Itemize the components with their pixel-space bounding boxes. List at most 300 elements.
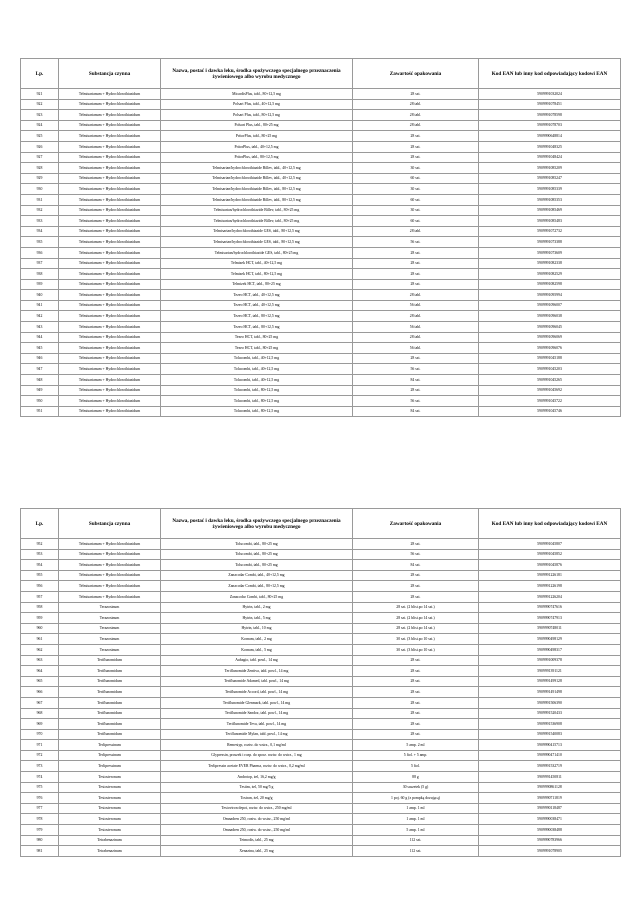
cell-ean: 5909991045807 [479, 539, 621, 550]
table-row [21, 311, 621, 322]
cell-name: Tolucombi, tabl., 80+25 mg [161, 560, 353, 571]
cell-ean: 5909991045876 [479, 560, 621, 571]
cell-name: Zanacodar Combi, tabl., 80+25 mg [161, 591, 353, 602]
cell-ean: 5909991540083 [479, 729, 621, 740]
cell-lp: 939 [21, 279, 59, 290]
cell-lp: 962 [21, 644, 59, 655]
cell-lp: 930 [21, 184, 59, 195]
cell-lp: 980 [21, 835, 59, 846]
cell-ean: 5909991073609 [479, 247, 621, 258]
cell-substance: Telmisartanum + Hydrochlorothiazidum [59, 131, 161, 142]
cell-name: Teriflunomide Zentiva, tabl. powl., 14 mg [161, 666, 353, 677]
table-row [21, 803, 621, 814]
cell-package: 60 szt. [353, 194, 479, 205]
cell-substance: Telmisartanum + Hydrochlorothiazidum [59, 581, 161, 592]
table-row [21, 279, 621, 290]
cell-package: 84 szt. [353, 375, 479, 386]
cell-substance: Testosteronum [59, 825, 161, 836]
cell-ean: 5909991045203 [479, 364, 621, 375]
table-row [21, 814, 621, 825]
cell-lp: 922 [21, 99, 59, 110]
cell-substance: Terlipressinum [59, 761, 161, 772]
table-row [21, 570, 621, 581]
cell-name: Zanacodar Combi, tabl., 40+12,5 mg [161, 570, 353, 581]
cell-substance: Telmisartanum + Hydrochlorothiazidum [59, 184, 161, 195]
cell-package: 28 szt. (2 blist.po 14 szt.) [353, 623, 479, 634]
cell-name: Omnadren 250, roztw. do wstrz., 250 mg/ml [161, 814, 353, 825]
table-row [21, 343, 621, 354]
cell-package: 28 szt. (2 blist.po 14 szt.) [353, 613, 479, 624]
cell-package: 28 szt. [353, 729, 479, 740]
table-row [21, 719, 621, 730]
cell-ean: 5909991506390 [479, 697, 621, 708]
cell-name: Tezeo HCT, tabl., 80+12,5 mg [161, 311, 353, 322]
table-row [21, 560, 621, 571]
cell-name: Glypressin, proszek i rozp. do sporz. roztw. do wstrz., 1 mg [161, 750, 353, 761]
cell-substance: Telmisartanum + Hydrochlorothiazidum [59, 152, 161, 163]
cell-name: Kornam, tabl., 2 mg [161, 634, 353, 645]
header-name: Nazwa, postać i dawka leku, środka spożywczego specjalnego przeznaczenia żywieniowego albo wyrobu medycznego [161, 59, 353, 89]
cell-ean: 5909990415713 [479, 740, 621, 751]
cell-ean: 5909991085247 [479, 173, 621, 184]
cell-lp: 970 [21, 729, 59, 740]
cell-ean: 5909991085353 [479, 194, 621, 205]
cell-name: Polsart Plus, tabl., 80+25 mg [161, 120, 353, 131]
cell-name: Telmizek HCT, tabl., 40+12,5 mg [161, 258, 353, 269]
cell-ean: 5909990861128 [479, 782, 621, 793]
cell-lp: 937 [21, 258, 59, 269]
table-row [21, 793, 621, 804]
cell-lp: 923 [21, 110, 59, 121]
cell-substance: Telmisartanum + Hydrochlorothiazidum [59, 343, 161, 354]
cell-substance: Testosteronum [59, 782, 161, 793]
cell-substance: Telmisartanum + Hydrochlorothiazidum [59, 591, 161, 602]
cell-substance: Telmisartanum + Hydrochlorothiazidum [59, 396, 161, 407]
cell-lp: 964 [21, 666, 59, 677]
cell-package: 28 szt. [353, 89, 479, 100]
cell-lp: 940 [21, 290, 59, 301]
page-2 [0, 452, 639, 903]
cell-substance: Telmisartanum + Hydrochlorothiazidum [59, 332, 161, 343]
cell-name: Telmizek HCT, tabl., 80+12,5 mg [161, 269, 353, 280]
table-row [21, 825, 621, 836]
cell-ean: 5909991096038 [479, 311, 621, 322]
cell-package: 60 szt. [353, 216, 479, 227]
table-row [21, 846, 621, 857]
cell-lp: 924 [21, 120, 59, 131]
table-row [21, 687, 621, 698]
cell-lp: 967 [21, 697, 59, 708]
cell-name: Polsart Plus, tabl., 80+12,5 mg [161, 110, 353, 121]
cell-lp: 927 [21, 152, 59, 163]
table-row [21, 152, 621, 163]
cell-name: Tolucombi, tabl., 80+12,5 mg [161, 385, 353, 396]
cell-substance: Telmisartanum + Hydrochlorothiazidum [59, 216, 161, 227]
header-substance: Substancja czynna [59, 59, 161, 89]
cell-name: Telmisartan/hydrochlorothiazide GES, tabl., 80+25 mg [161, 247, 353, 258]
cell-name: Tolucombi, tabl., 40+12,5 mg [161, 375, 353, 386]
cell-package: 28 szt. [353, 666, 479, 677]
cell-name: Teriflunomide Accord, tabl. powl., 14 mg [161, 687, 353, 698]
cell-lp: 957 [21, 591, 59, 602]
table-row [21, 729, 621, 740]
cell-name: Teriflunomide Teva, tabl. powl., 14 mg [161, 719, 353, 730]
cell-substance: Teriflunomidum [59, 708, 161, 719]
cell-substance: Telmisartanum + Hydrochlorothiazidum [59, 549, 161, 560]
table-row [21, 332, 621, 343]
cell-ean: 5909990038488 [479, 825, 621, 836]
cell-ean: 5909991045265 [479, 375, 621, 386]
cell-name: Tolucombi, tabl., 40+12,5 mg [161, 364, 353, 375]
cell-substance: Telmisartanum + Hydrochlorothiazidum [59, 385, 161, 396]
header-package: Zawartość opakowania [353, 509, 479, 539]
cell-lp: 944 [21, 332, 59, 343]
cell-package: 28 szt. [353, 258, 479, 269]
table-row [21, 591, 621, 602]
cell-lp: 947 [21, 364, 59, 375]
cell-lp: 929 [21, 173, 59, 184]
cell-substance: Testosteronum [59, 793, 161, 804]
cell-substance: Tetrabenazinum [59, 846, 161, 857]
cell-name: Tolucombi, tabl., 80+12,5 mg [161, 406, 353, 417]
cell-substance: Telmisartanum + Hydrochlorothiazidum [59, 364, 161, 375]
cell-package: 28 tabl. [353, 110, 479, 121]
cell-substance: Terazosinum [59, 602, 161, 613]
cell-package: 28 szt. [353, 385, 479, 396]
cell-substance: Telmisartanum + Hydrochlorothiazidum [59, 539, 161, 550]
cell-ean: 5909991082598 [479, 279, 621, 290]
cell-lp: 953 [21, 549, 59, 560]
cell-name: Tolucombi, tabl., 80+25 mg [161, 539, 353, 550]
table-page-2 [20, 508, 620, 857]
cell-lp: 934 [21, 226, 59, 237]
cell-substance: Telmisartanum + Hydrochlorothiazidum [59, 120, 161, 131]
cell-name: Aubagio, tabl. powl., 14 mg [161, 655, 353, 666]
cell-package: 56 tabl. [353, 300, 479, 311]
cell-substance: Telmisartanum + Hydrochlorothiazidum [59, 141, 161, 152]
cell-substance: Telmisartanum + Hydrochlorothiazidum [59, 163, 161, 174]
cell-package: 28 tabl. [353, 290, 479, 301]
cell-package: 30 szt. (3 blist.po 10 szt.) [353, 634, 479, 645]
table-row [21, 623, 621, 634]
table-row [21, 581, 621, 592]
cell-name: Tezeo HCT, tabl., 80+25 mg [161, 343, 353, 354]
cell-ean: 5909990648814 [479, 131, 621, 142]
cell-name: Remestyp, roztw. do wstrz., 0,1 mg/ml [161, 740, 353, 751]
cell-name: Teriflunomide Sandoz, tabl. powl., 14 mg [161, 708, 353, 719]
cell-ean: 5909991532719 [479, 761, 621, 772]
cell-lp: 936 [21, 247, 59, 258]
cell-substance: Telmisartanum + Hydrochlorothiazidum [59, 311, 161, 322]
cell-substance: Teriflunomidum [59, 719, 161, 730]
cell-package: 28 tabl. [353, 226, 479, 237]
table-row [21, 163, 621, 174]
cell-name: Tolucombi, tabl., 40+12,5 mg [161, 353, 353, 364]
table-row [21, 110, 621, 121]
cell-substance: Tetrabenazinum [59, 835, 161, 846]
table-row [21, 549, 621, 560]
table-row [21, 740, 621, 751]
cell-ean: 5909991096069 [479, 332, 621, 343]
cell-package: 112 szt. [353, 846, 479, 857]
table-row [21, 708, 621, 719]
header-lp: Lp. [21, 59, 59, 89]
cell-ean: 5909991078598 [479, 110, 621, 121]
cell-package: 28 szt. [353, 279, 479, 290]
cell-substance: Telmisartanum + Hydrochlorothiazidum [59, 560, 161, 571]
cell-ean: 5909991226181 [479, 570, 621, 581]
cell-lp: 945 [21, 343, 59, 354]
cell-ean: 5909990498129 [479, 634, 621, 645]
cell-lp: 952 [21, 539, 59, 550]
cell-ean: 5909990118487 [479, 803, 621, 814]
header-name: Nazwa, postać i dawka leku, środka spożywczego specjalnego przeznaczenia żywieniowego albo wyrobu medycznego [161, 509, 353, 539]
cell-lp: 925 [21, 131, 59, 142]
cell-lp: 946 [21, 353, 59, 364]
cell-substance: Telmisartanum + Hydrochlorothiazidum [59, 269, 161, 280]
cell-package: 28 szt. [353, 581, 479, 592]
cell-ean: 5909990783966 [479, 835, 621, 846]
header-substance: Substancja czynna [59, 509, 161, 539]
cell-lp: 971 [21, 740, 59, 751]
cell-substance: Telmisartanum + Hydrochlorothiazidum [59, 322, 161, 333]
cell-name: Telmisartan/hydrochlorothiazide GES, tabl., 80+12,5 mg [161, 226, 353, 237]
cell-package: 5 amp. 2 ml [353, 740, 479, 751]
cell-ean: 5909991096007 [479, 300, 621, 311]
table-row [21, 269, 621, 280]
cell-ean: 5909991491498 [479, 687, 621, 698]
cell-ean: 5909991009378 [479, 655, 621, 666]
cell-name: Telmisartan/hydrochlorothiazide Billev, tabl., 80+12,5 mg [161, 194, 353, 205]
cell-substance: Teriflunomidum [59, 697, 161, 708]
table-row [21, 613, 621, 624]
cell-name: Testim, żel, 50 mg/5 g [161, 782, 353, 793]
cell-ean: 5909990748011 [479, 623, 621, 634]
cell-substance: Teriflunomidum [59, 676, 161, 687]
cell-package: 28 tabl. [353, 120, 479, 131]
cell-package: 88 g [353, 772, 479, 783]
cell-ean: 5909991078905 [479, 846, 621, 857]
cell-name: Teriflunomide Mylan, tabl. powl., 14 mg [161, 729, 353, 740]
cell-ean: 5909991082529 [479, 269, 621, 280]
cell-substance: Telmisartanum + Hydrochlorothiazidum [59, 110, 161, 121]
cell-lp: 943 [21, 322, 59, 333]
cell-ean: 5909991085483 [479, 216, 621, 227]
table-row [21, 226, 621, 237]
cell-lp: 968 [21, 708, 59, 719]
cell-package: 5 fiol. [353, 761, 479, 772]
table-row [21, 364, 621, 375]
cell-lp: 974 [21, 772, 59, 783]
cell-package: 30 szt. (3 blist.po 10 szt.) [353, 644, 479, 655]
cell-lp: 948 [21, 375, 59, 386]
cell-ean: 5909991536908 [479, 719, 621, 730]
cell-lp: 951 [21, 406, 59, 417]
cell-ean: 5909991045852 [479, 549, 621, 560]
cell-ean: 5909991499128 [479, 676, 621, 687]
cell-name: Omnadren 250, roztw. do wstrz., 250 mg/ml [161, 825, 353, 836]
table-row [21, 375, 621, 386]
table-row [21, 697, 621, 708]
table-row [21, 173, 621, 184]
cell-lp: 935 [21, 237, 59, 248]
cell-lp: 949 [21, 385, 59, 396]
cell-name: Telmisartan/hydrochlorothiazide Billev, tabl., 80+12,5 mg [161, 184, 353, 195]
cell-package: 56 szt. [353, 364, 479, 375]
cell-lp: 975 [21, 782, 59, 793]
table-row [21, 353, 621, 364]
cell-name: Tolucombi, tabl., 80+12,5 mg [161, 396, 353, 407]
cell-name: Tostran, żel, 20 mg/g [161, 793, 353, 804]
cell-lp: 965 [21, 676, 59, 687]
cell-substance: Telmisartanum + Hydrochlorothiazidum [59, 89, 161, 100]
cell-substance: Telmisartanum + Hydrochlorothiazidum [59, 300, 161, 311]
cell-package: 1 poj. 60 g (z pompką dozującą) [353, 793, 479, 804]
cell-name: Telmisartan/hydrochlorothiazide Billev, tabl., 40+12,5 mg [161, 173, 353, 184]
table-row [21, 385, 621, 396]
cell-name: Teriflunomide Adamed, tabl. powl., 14 mg [161, 676, 353, 687]
cell-package: 28 tabl. [353, 332, 479, 343]
header-ean: Kod EAN lub inny kod odpowiadający kodowi EAN [479, 59, 621, 89]
cell-lp: 956 [21, 581, 59, 592]
table-row [21, 247, 621, 258]
cell-lp: 938 [21, 269, 59, 280]
cell-package: 28 szt. (2 blist.po 14 szt.) [353, 602, 479, 613]
cell-lp: 941 [21, 300, 59, 311]
table-row [21, 602, 621, 613]
cell-package: 28 szt. [353, 247, 479, 258]
cell-lp: 973 [21, 761, 59, 772]
cell-lp: 960 [21, 623, 59, 634]
table-row [21, 89, 621, 100]
header-package: Zawartość opakowania [353, 59, 479, 89]
cell-package: 56 tabl. [353, 322, 479, 333]
cell-ean: 5909991048424 [479, 152, 621, 163]
cell-package: 28 szt. [353, 687, 479, 698]
cell-substance: Telmisartanum + Hydrochlorothiazidum [59, 353, 161, 364]
cell-package: 30 szt. [353, 163, 479, 174]
cell-name: Tezeo HCT, tabl., 40+12,5 mg [161, 290, 353, 301]
cell-package: 5 amp. 1 ml [353, 825, 479, 836]
cell-package: 28 szt. [353, 570, 479, 581]
cell-ean: 5909991078703 [479, 120, 621, 131]
cell-ean: 5909991085469 [479, 205, 621, 216]
cell-name: Telmizek HCT, tabl., 80+25 mg [161, 279, 353, 290]
cell-package: 28 szt. [353, 697, 479, 708]
cell-package: 28 szt. [353, 353, 479, 364]
cell-ean: 5909991391121 [479, 666, 621, 677]
cell-name: Hytrin, tabl., 5 mg [161, 613, 353, 624]
cell-name: Androtop, żel, 16,2 mg/g [161, 772, 353, 783]
cell-name: Hytrin, tabl., 10 mg [161, 623, 353, 634]
cell-ean: 5909990711819 [479, 793, 621, 804]
cell-substance: Telmisartanum + Hydrochlorothiazidum [59, 99, 161, 110]
cell-name: Tezeo HCT, tabl., 80+25 mg [161, 332, 353, 343]
cell-substance: Testosteronum [59, 814, 161, 825]
cell-name: MicardisPlus, tabl., 80+12,5 mg [161, 89, 353, 100]
cell-ean: 5909991045746 [479, 406, 621, 417]
cell-ean: 5909991032024 [479, 89, 621, 100]
cell-package: 28 tabl. [353, 311, 479, 322]
cell-package: 56 szt. [353, 237, 479, 248]
cell-name: Xenazina, tabl., 25 mg [161, 846, 353, 857]
cell-name: Telmisartan/hydrochlorothiazide GES, tabl., 80+12,5 mg [161, 237, 353, 248]
cell-substance: Teriflunomidum [59, 655, 161, 666]
cell-ean: 5909991096076 [479, 343, 621, 354]
cell-substance: Terazosinum [59, 644, 161, 655]
cell-lp: 955 [21, 570, 59, 581]
cell-substance: Telmisartanum + Hydrochlorothiazidum [59, 237, 161, 248]
cell-ean: 5909991450811 [479, 772, 621, 783]
cell-package: 30 szt. [353, 205, 479, 216]
cell-lp: 978 [21, 814, 59, 825]
cell-substance: Terazosinum [59, 613, 161, 624]
cell-package: 30 szt. [353, 184, 479, 195]
cell-lp: 961 [21, 634, 59, 645]
cell-name: PritorPlus, tabl., 80+12,5 mg [161, 152, 353, 163]
cell-ean: 5909991095994 [479, 290, 621, 301]
cell-substance: Terazosinum [59, 634, 161, 645]
table-row [21, 194, 621, 205]
cell-ean: 5909991045692 [479, 385, 621, 396]
cell-ean: 5909990747616 [479, 602, 621, 613]
table-row [21, 290, 621, 301]
cell-ean: 5909991073388 [479, 237, 621, 248]
cell-substance: Telmisartanum + Hydrochlorothiazidum [59, 205, 161, 216]
cell-package: 84 szt. [353, 406, 479, 417]
cell-name: Telmisartan/hydrochlorothiazide Billev, tabl., 80+25 mg [161, 205, 353, 216]
cell-lp: 950 [21, 396, 59, 407]
cell-package: 28 szt. [353, 539, 479, 550]
table-row [21, 131, 621, 142]
cell-lp: 928 [21, 163, 59, 174]
cell-substance: Teriflunomidum [59, 687, 161, 698]
cell-package: 28 szt. [353, 655, 479, 666]
table-row [21, 216, 621, 227]
header-ean: Kod EAN lub inny kod odpowiadający kodowi EAN [479, 509, 621, 539]
drug-table [20, 58, 621, 417]
cell-ean: 5909990498317 [479, 644, 621, 655]
cell-substance: Telmisartanum + Hydrochlorothiazidum [59, 194, 161, 205]
cell-package: 5 fiol. + 5 amp. [353, 750, 479, 761]
cell-lp: 979 [21, 825, 59, 836]
cell-name: PritorPlus, tabl., 40+12,5 mg [161, 141, 353, 152]
cell-substance: Telmisartanum + Hydrochlorothiazidum [59, 570, 161, 581]
cell-lp: 926 [21, 141, 59, 152]
cell-substance: Telmisartanum + Hydrochlorothiazidum [59, 279, 161, 290]
cell-lp: 963 [21, 655, 59, 666]
cell-substance: Terlipressinum [59, 740, 161, 751]
table-row [21, 120, 621, 131]
table-row [21, 300, 621, 311]
cell-substance: Testosteronum [59, 772, 161, 783]
cell-name: Zanacodar Combi, tabl., 80+12,5 mg [161, 581, 353, 592]
cell-lp: 932 [21, 205, 59, 216]
cell-ean: 5909991072732 [479, 226, 621, 237]
table-row [21, 772, 621, 783]
cell-name: Polsart Plus, tabl., 40+12,5 mg [161, 99, 353, 110]
cell-lp: 966 [21, 687, 59, 698]
cell-package: 28 szt. [353, 152, 479, 163]
cell-lp: 954 [21, 560, 59, 571]
table-row [21, 835, 621, 846]
drug-table [20, 508, 621, 857]
cell-lp: 921 [21, 89, 59, 100]
table-row [21, 237, 621, 248]
cell-name: Telmisartan/hydrochlorothiazide Billev, tabl., 80+25 mg [161, 216, 353, 227]
table-row [21, 141, 621, 152]
cell-lp: 976 [21, 793, 59, 804]
